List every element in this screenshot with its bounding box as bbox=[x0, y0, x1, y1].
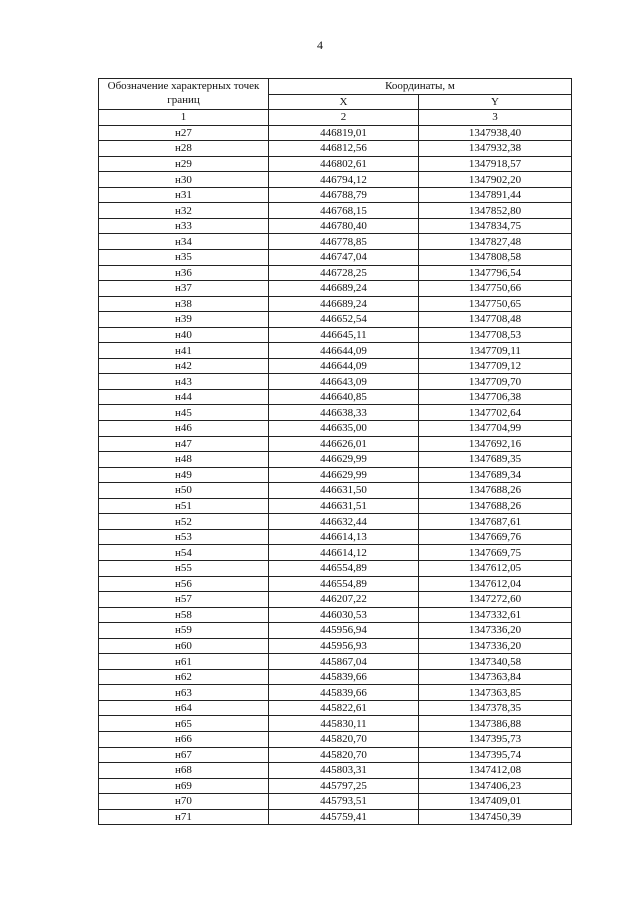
y-coordinate-cell: 1347689,34 bbox=[419, 467, 572, 483]
table-row bbox=[99, 234, 572, 250]
point-id-cell: н42 bbox=[99, 358, 269, 374]
table-row bbox=[99, 218, 572, 234]
table-row bbox=[99, 763, 572, 779]
x-coordinate-cell: 445867,04 bbox=[269, 654, 419, 670]
x-coordinate-cell: 445839,66 bbox=[269, 685, 419, 701]
x-coordinate-cell: 446629,99 bbox=[269, 452, 419, 468]
table-row bbox=[99, 607, 572, 623]
x-coordinate-cell: 445793,51 bbox=[269, 794, 419, 810]
table-row bbox=[99, 389, 572, 405]
table-row bbox=[99, 421, 572, 437]
x-coordinate-cell: 446747,04 bbox=[269, 250, 419, 266]
x-coordinate-cell: 445956,93 bbox=[269, 638, 419, 654]
point-id-cell: н32 bbox=[99, 203, 269, 219]
table-row bbox=[99, 700, 572, 716]
x-header: X bbox=[269, 94, 419, 110]
point-id-cell: н63 bbox=[99, 685, 269, 701]
x-coordinate-cell: 445820,70 bbox=[269, 747, 419, 763]
y-coordinate-cell: 1347709,12 bbox=[419, 358, 572, 374]
table-row bbox=[99, 592, 572, 608]
x-coordinate-cell: 445956,94 bbox=[269, 623, 419, 639]
table-row bbox=[99, 809, 572, 825]
point-id-cell: н33 bbox=[99, 218, 269, 234]
table-row bbox=[99, 172, 572, 188]
table-row bbox=[99, 374, 572, 390]
point-id-cell: н37 bbox=[99, 281, 269, 297]
x-coordinate-cell: 446778,85 bbox=[269, 234, 419, 250]
point-id-cell: н40 bbox=[99, 327, 269, 343]
y-coordinate-cell: 1347932,38 bbox=[419, 141, 572, 157]
point-id-cell: н71 bbox=[99, 809, 269, 825]
x-coordinate-cell: 446788,79 bbox=[269, 187, 419, 203]
y-coordinate-cell: 1347796,54 bbox=[419, 265, 572, 281]
x-coordinate-cell: 446631,50 bbox=[269, 483, 419, 499]
y-coordinate-cell: 1347363,85 bbox=[419, 685, 572, 701]
table-row bbox=[99, 250, 572, 266]
point-id-cell: н64 bbox=[99, 700, 269, 716]
y-coordinate-cell: 1347272,60 bbox=[419, 592, 572, 608]
x-coordinate-cell: 446652,54 bbox=[269, 312, 419, 328]
table-body bbox=[99, 125, 572, 825]
point-id-cell: н50 bbox=[99, 483, 269, 499]
y-coordinate-cell: 1347688,26 bbox=[419, 483, 572, 499]
y-coordinate-cell: 1347409,01 bbox=[419, 794, 572, 810]
point-id-cell: н61 bbox=[99, 654, 269, 670]
point-id-cell: н51 bbox=[99, 498, 269, 514]
y-coordinate-cell: 1347709,70 bbox=[419, 374, 572, 390]
x-coordinate-cell: 446644,09 bbox=[269, 343, 419, 359]
point-id-cell: н58 bbox=[99, 607, 269, 623]
table-row bbox=[99, 529, 572, 545]
table-row bbox=[99, 716, 572, 732]
table-row bbox=[99, 498, 572, 514]
table-row bbox=[99, 576, 572, 592]
table-row bbox=[99, 747, 572, 763]
x-coordinate-cell: 446614,13 bbox=[269, 529, 419, 545]
table-row bbox=[99, 156, 572, 172]
x-coordinate-cell: 446635,00 bbox=[269, 421, 419, 437]
point-id-cell: н36 bbox=[99, 265, 269, 281]
y-coordinate-cell: 1347669,75 bbox=[419, 545, 572, 561]
table-row bbox=[99, 794, 572, 810]
table-row bbox=[99, 452, 572, 468]
table-row bbox=[99, 187, 572, 203]
column-number-3: 3 bbox=[419, 110, 572, 126]
point-id-cell: н27 bbox=[99, 125, 269, 141]
y-coordinate-cell: 1347669,76 bbox=[419, 529, 572, 545]
y-coordinate-cell: 1347708,53 bbox=[419, 327, 572, 343]
point-id-cell: н65 bbox=[99, 716, 269, 732]
point-id-cell: н31 bbox=[99, 187, 269, 203]
point-id-cell: н57 bbox=[99, 592, 269, 608]
y-coordinate-cell: 1347808,58 bbox=[419, 250, 572, 266]
table-row bbox=[99, 514, 572, 530]
y-coordinate-cell: 1347891,44 bbox=[419, 187, 572, 203]
x-coordinate-cell: 446794,12 bbox=[269, 172, 419, 188]
coordinates-table bbox=[98, 78, 572, 825]
y-coordinate-cell: 1347692,16 bbox=[419, 436, 572, 452]
y-header: Y bbox=[419, 94, 572, 110]
y-coordinate-cell: 1347450,39 bbox=[419, 809, 572, 825]
table-row bbox=[99, 343, 572, 359]
y-coordinate-cell: 1347938,40 bbox=[419, 125, 572, 141]
page-number: 4 bbox=[317, 38, 323, 52]
y-coordinate-cell: 1347363,84 bbox=[419, 669, 572, 685]
x-coordinate-cell: 446640,85 bbox=[269, 389, 419, 405]
y-coordinate-cell: 1347708,48 bbox=[419, 312, 572, 328]
table-row bbox=[99, 654, 572, 670]
table-row bbox=[99, 778, 572, 794]
x-coordinate-cell: 446819,01 bbox=[269, 125, 419, 141]
point-id-cell: н38 bbox=[99, 296, 269, 312]
y-coordinate-cell: 1347834,75 bbox=[419, 218, 572, 234]
y-coordinate-cell: 1347406,23 bbox=[419, 778, 572, 794]
x-coordinate-cell: 446812,56 bbox=[269, 141, 419, 157]
point-id-cell: н46 bbox=[99, 421, 269, 437]
coordinates-header: Координаты, м bbox=[269, 79, 572, 95]
y-coordinate-cell: 1347918,57 bbox=[419, 156, 572, 172]
point-id-cell: н30 bbox=[99, 172, 269, 188]
table-header bbox=[99, 79, 572, 126]
point-id-cell: н62 bbox=[99, 669, 269, 685]
table-row bbox=[99, 312, 572, 328]
point-id-cell: н39 bbox=[99, 312, 269, 328]
point-id-cell: н54 bbox=[99, 545, 269, 561]
point-id-cell: н35 bbox=[99, 250, 269, 266]
y-coordinate-cell: 1347395,74 bbox=[419, 747, 572, 763]
x-coordinate-cell: 446689,24 bbox=[269, 281, 419, 297]
x-coordinate-cell: 446631,51 bbox=[269, 498, 419, 514]
table-row bbox=[99, 669, 572, 685]
point-id-cell: н34 bbox=[99, 234, 269, 250]
y-coordinate-cell: 1347852,80 bbox=[419, 203, 572, 219]
table-row bbox=[99, 560, 572, 576]
column-number-1: 1 bbox=[99, 110, 269, 126]
table-row bbox=[99, 281, 572, 297]
y-coordinate-cell: 1347709,11 bbox=[419, 343, 572, 359]
x-coordinate-cell: 446689,24 bbox=[269, 296, 419, 312]
x-coordinate-cell: 446643,09 bbox=[269, 374, 419, 390]
table-row bbox=[99, 685, 572, 701]
x-coordinate-cell: 446626,01 bbox=[269, 436, 419, 452]
x-coordinate-cell: 446780,40 bbox=[269, 218, 419, 234]
table-row bbox=[99, 436, 572, 452]
x-coordinate-cell: 445830,11 bbox=[269, 716, 419, 732]
point-id-cell: н47 bbox=[99, 436, 269, 452]
table-row bbox=[99, 731, 572, 747]
x-coordinate-cell: 446728,25 bbox=[269, 265, 419, 281]
y-coordinate-cell: 1347612,04 bbox=[419, 576, 572, 592]
x-coordinate-cell: 445803,31 bbox=[269, 763, 419, 779]
point-id-cell: н43 bbox=[99, 374, 269, 390]
column-number-2: 2 bbox=[269, 110, 419, 126]
y-coordinate-cell: 1347689,35 bbox=[419, 452, 572, 468]
point-id-cell: н45 bbox=[99, 405, 269, 421]
point-id-cell: н69 bbox=[99, 778, 269, 794]
table-row bbox=[99, 467, 572, 483]
y-coordinate-cell: 1347340,58 bbox=[419, 654, 572, 670]
point-id-cell: н67 bbox=[99, 747, 269, 763]
y-coordinate-cell: 1347902,20 bbox=[419, 172, 572, 188]
table-row bbox=[99, 545, 572, 561]
x-coordinate-cell: 446638,33 bbox=[269, 405, 419, 421]
point-label-header: Обозначение характерных точек границ bbox=[99, 79, 269, 110]
x-coordinate-cell: 445820,70 bbox=[269, 731, 419, 747]
table-row bbox=[99, 125, 572, 141]
point-id-cell: н66 bbox=[99, 731, 269, 747]
table-row bbox=[99, 203, 572, 219]
x-coordinate-cell: 446632,44 bbox=[269, 514, 419, 530]
y-coordinate-cell: 1347687,61 bbox=[419, 514, 572, 530]
table-row bbox=[99, 638, 572, 654]
x-coordinate-cell: 446554,89 bbox=[269, 560, 419, 576]
y-coordinate-cell: 1347378,35 bbox=[419, 700, 572, 716]
point-id-cell: н56 bbox=[99, 576, 269, 592]
y-coordinate-cell: 1347395,73 bbox=[419, 731, 572, 747]
point-id-cell: н55 bbox=[99, 560, 269, 576]
y-coordinate-cell: 1347827,48 bbox=[419, 234, 572, 250]
point-id-cell: н29 bbox=[99, 156, 269, 172]
y-coordinate-cell: 1347336,20 bbox=[419, 623, 572, 639]
point-id-cell: н44 bbox=[99, 389, 269, 405]
point-id-cell: н52 bbox=[99, 514, 269, 530]
x-coordinate-cell: 446614,12 bbox=[269, 545, 419, 561]
y-coordinate-cell: 1347706,38 bbox=[419, 389, 572, 405]
point-id-cell: н60 bbox=[99, 638, 269, 654]
x-coordinate-cell: 446629,99 bbox=[269, 467, 419, 483]
y-coordinate-cell: 1347704,99 bbox=[419, 421, 572, 437]
x-coordinate-cell: 445839,66 bbox=[269, 669, 419, 685]
point-id-cell: н41 bbox=[99, 343, 269, 359]
table-row bbox=[99, 141, 572, 157]
x-coordinate-cell: 445759,41 bbox=[269, 809, 419, 825]
x-coordinate-cell: 446802,61 bbox=[269, 156, 419, 172]
y-coordinate-cell: 1347702,64 bbox=[419, 405, 572, 421]
x-coordinate-cell: 446207,22 bbox=[269, 592, 419, 608]
x-coordinate-cell: 446030,53 bbox=[269, 607, 419, 623]
table-row bbox=[99, 358, 572, 374]
y-coordinate-cell: 1347612,05 bbox=[419, 560, 572, 576]
point-id-cell: н49 bbox=[99, 467, 269, 483]
x-coordinate-cell: 445822,61 bbox=[269, 700, 419, 716]
y-coordinate-cell: 1347332,61 bbox=[419, 607, 572, 623]
y-coordinate-cell: 1347412,08 bbox=[419, 763, 572, 779]
y-coordinate-cell: 1347386,88 bbox=[419, 716, 572, 732]
point-id-cell: н68 bbox=[99, 763, 269, 779]
table-row bbox=[99, 623, 572, 639]
y-coordinate-cell: 1347750,65 bbox=[419, 296, 572, 312]
point-id-cell: н28 bbox=[99, 141, 269, 157]
y-coordinate-cell: 1347688,26 bbox=[419, 498, 572, 514]
point-id-cell: н53 bbox=[99, 529, 269, 545]
point-id-cell: н48 bbox=[99, 452, 269, 468]
table-row bbox=[99, 405, 572, 421]
x-coordinate-cell: 446768,15 bbox=[269, 203, 419, 219]
x-coordinate-cell: 446645,11 bbox=[269, 327, 419, 343]
y-coordinate-cell: 1347336,20 bbox=[419, 638, 572, 654]
point-id-cell: н70 bbox=[99, 794, 269, 810]
point-id-cell: н59 bbox=[99, 623, 269, 639]
table-row bbox=[99, 483, 572, 499]
y-coordinate-cell: 1347750,66 bbox=[419, 281, 572, 297]
table-row bbox=[99, 327, 572, 343]
x-coordinate-cell: 445797,25 bbox=[269, 778, 419, 794]
x-coordinate-cell: 446554,89 bbox=[269, 576, 419, 592]
x-coordinate-cell: 446644,09 bbox=[269, 358, 419, 374]
table-row bbox=[99, 296, 572, 312]
table-row bbox=[99, 265, 572, 281]
